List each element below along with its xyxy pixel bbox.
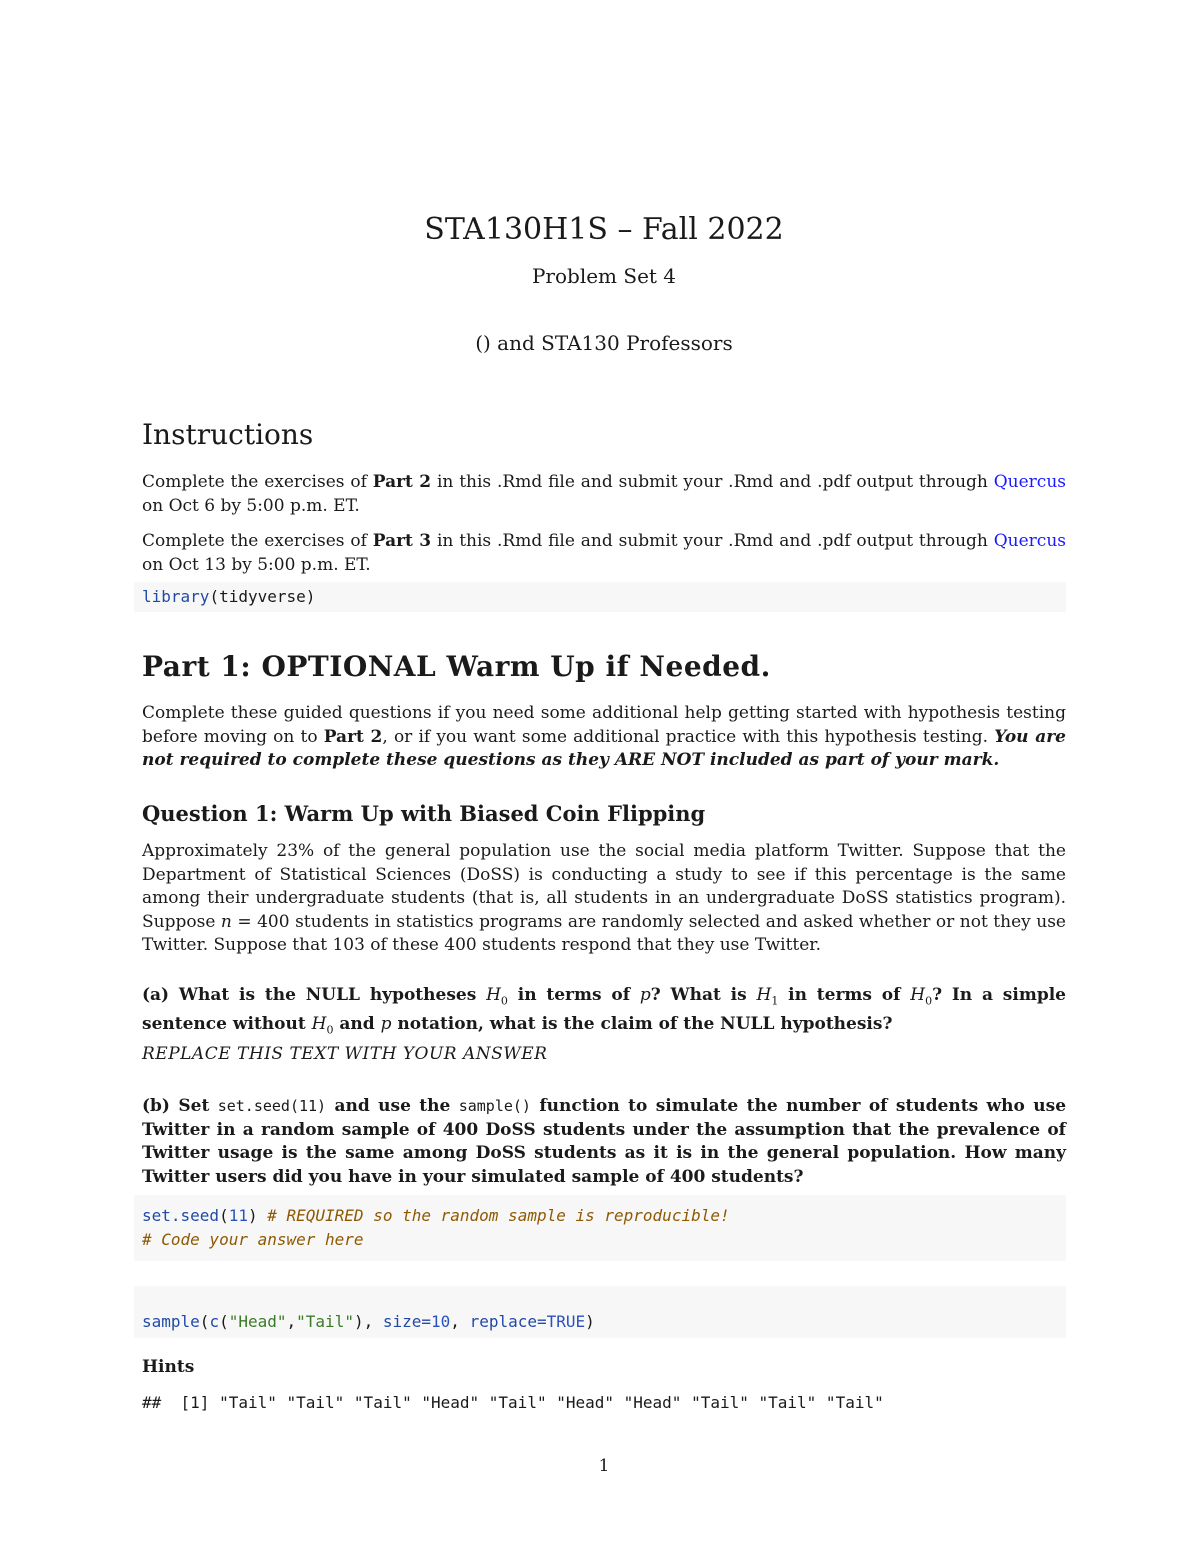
- part1-heading: Part 1: OPTIONAL Warm Up if Needed.: [142, 650, 771, 683]
- code-line-comment: # Code your answer here: [142, 1230, 364, 1249]
- document-subtitle: Problem Set 4: [531, 264, 677, 288]
- question1-part-b: (b) Set set.seed(11) and use the sample() function to simulate the number of students who use Twitter in a random sample of 400 DoSS students under the assumption that the prevalence of Twitter usage is the same among DoSS students as it is in the general population. How many Twitter users did you have in your simulated sample of 400 students?: [142, 1096, 1067, 1187]
- code-block-seed: [134, 1195, 1066, 1261]
- code-line-seed: set.seed(11) # REQUIRED so the random sample is reproducible!: [142, 1206, 730, 1225]
- hints-label: Hints: [142, 1357, 195, 1377]
- question1-part-a: (a) What is the NULL hypotheses $H_0$ in terms of p? What is $H_1$ in terms of $H_0$? In a simple sentence without $H_0$ and p notation, what is the claim of the NULL hypothesis?: [142, 985, 1066, 1037]
- quercus-link-1[interactable]: Quercus: [993, 472, 1066, 492]
- document-author: () and STA130 Professors: [475, 331, 733, 355]
- question1-body: Approximately 23% of the general population use the social media platform Twitter. Suppose that the Department of Statistical Sciences (DoSS) is conducting a study to see if this percentage is the same among their undergraduate students (that is, all students in an undergraduate DoSS statistics program). Suppose n = 400 students in statistics programs are randomly selected and asked whether or not they use Twitter. Suppose that 103 of these 400 students respond that they use Twitter.: [142, 841, 1066, 955]
- code-block-sample: sample(c("Head","Tail"), size=10, replace=TRUE): [134, 1286, 1066, 1338]
- instructions-heading: Instructions: [142, 418, 314, 451]
- instructions-paragraph-2: Complete the exercises of Part 3 in this .Rmd file and submit your .Rmd and .pdf output through Quercus on Oct 13 by 5:00 p.m. ET.: [142, 531, 1066, 575]
- answer-placeholder[interactable]: REPLACE THIS TEXT WITH YOUR ANSWER: [142, 1044, 548, 1064]
- part1-intro: Complete these guided questions if you need some additional help getting started with hypothesis testing before moving on to Part 2, or if you want some additional practice with this hypothesis testing. You are not required to complete these questions as they ARE NOT included as part of your mark.: [142, 703, 1066, 770]
- quercus-link-2[interactable]: Quercus: [993, 531, 1066, 551]
- document-title: STA130H1S – Fall 2022: [424, 212, 784, 247]
- page-number: 1: [598, 1456, 610, 1476]
- instructions-paragraph-1: Complete the exercises of Part 2 in this .Rmd file and submit your .Rmd and .pdf output through Quercus on Oct 6 by 5:00 p.m. ET.: [142, 472, 1066, 516]
- code-block-library: library(tidyverse): [134, 582, 1066, 612]
- code-output: ## [1] "Tail" "Tail" "Tail" "Head" "Tail" "Head" "Head" "Tail" "Tail" "Tail": [142, 1393, 884, 1412]
- question1-heading: Question 1: Warm Up with Biased Coin Flipping: [142, 801, 706, 826]
